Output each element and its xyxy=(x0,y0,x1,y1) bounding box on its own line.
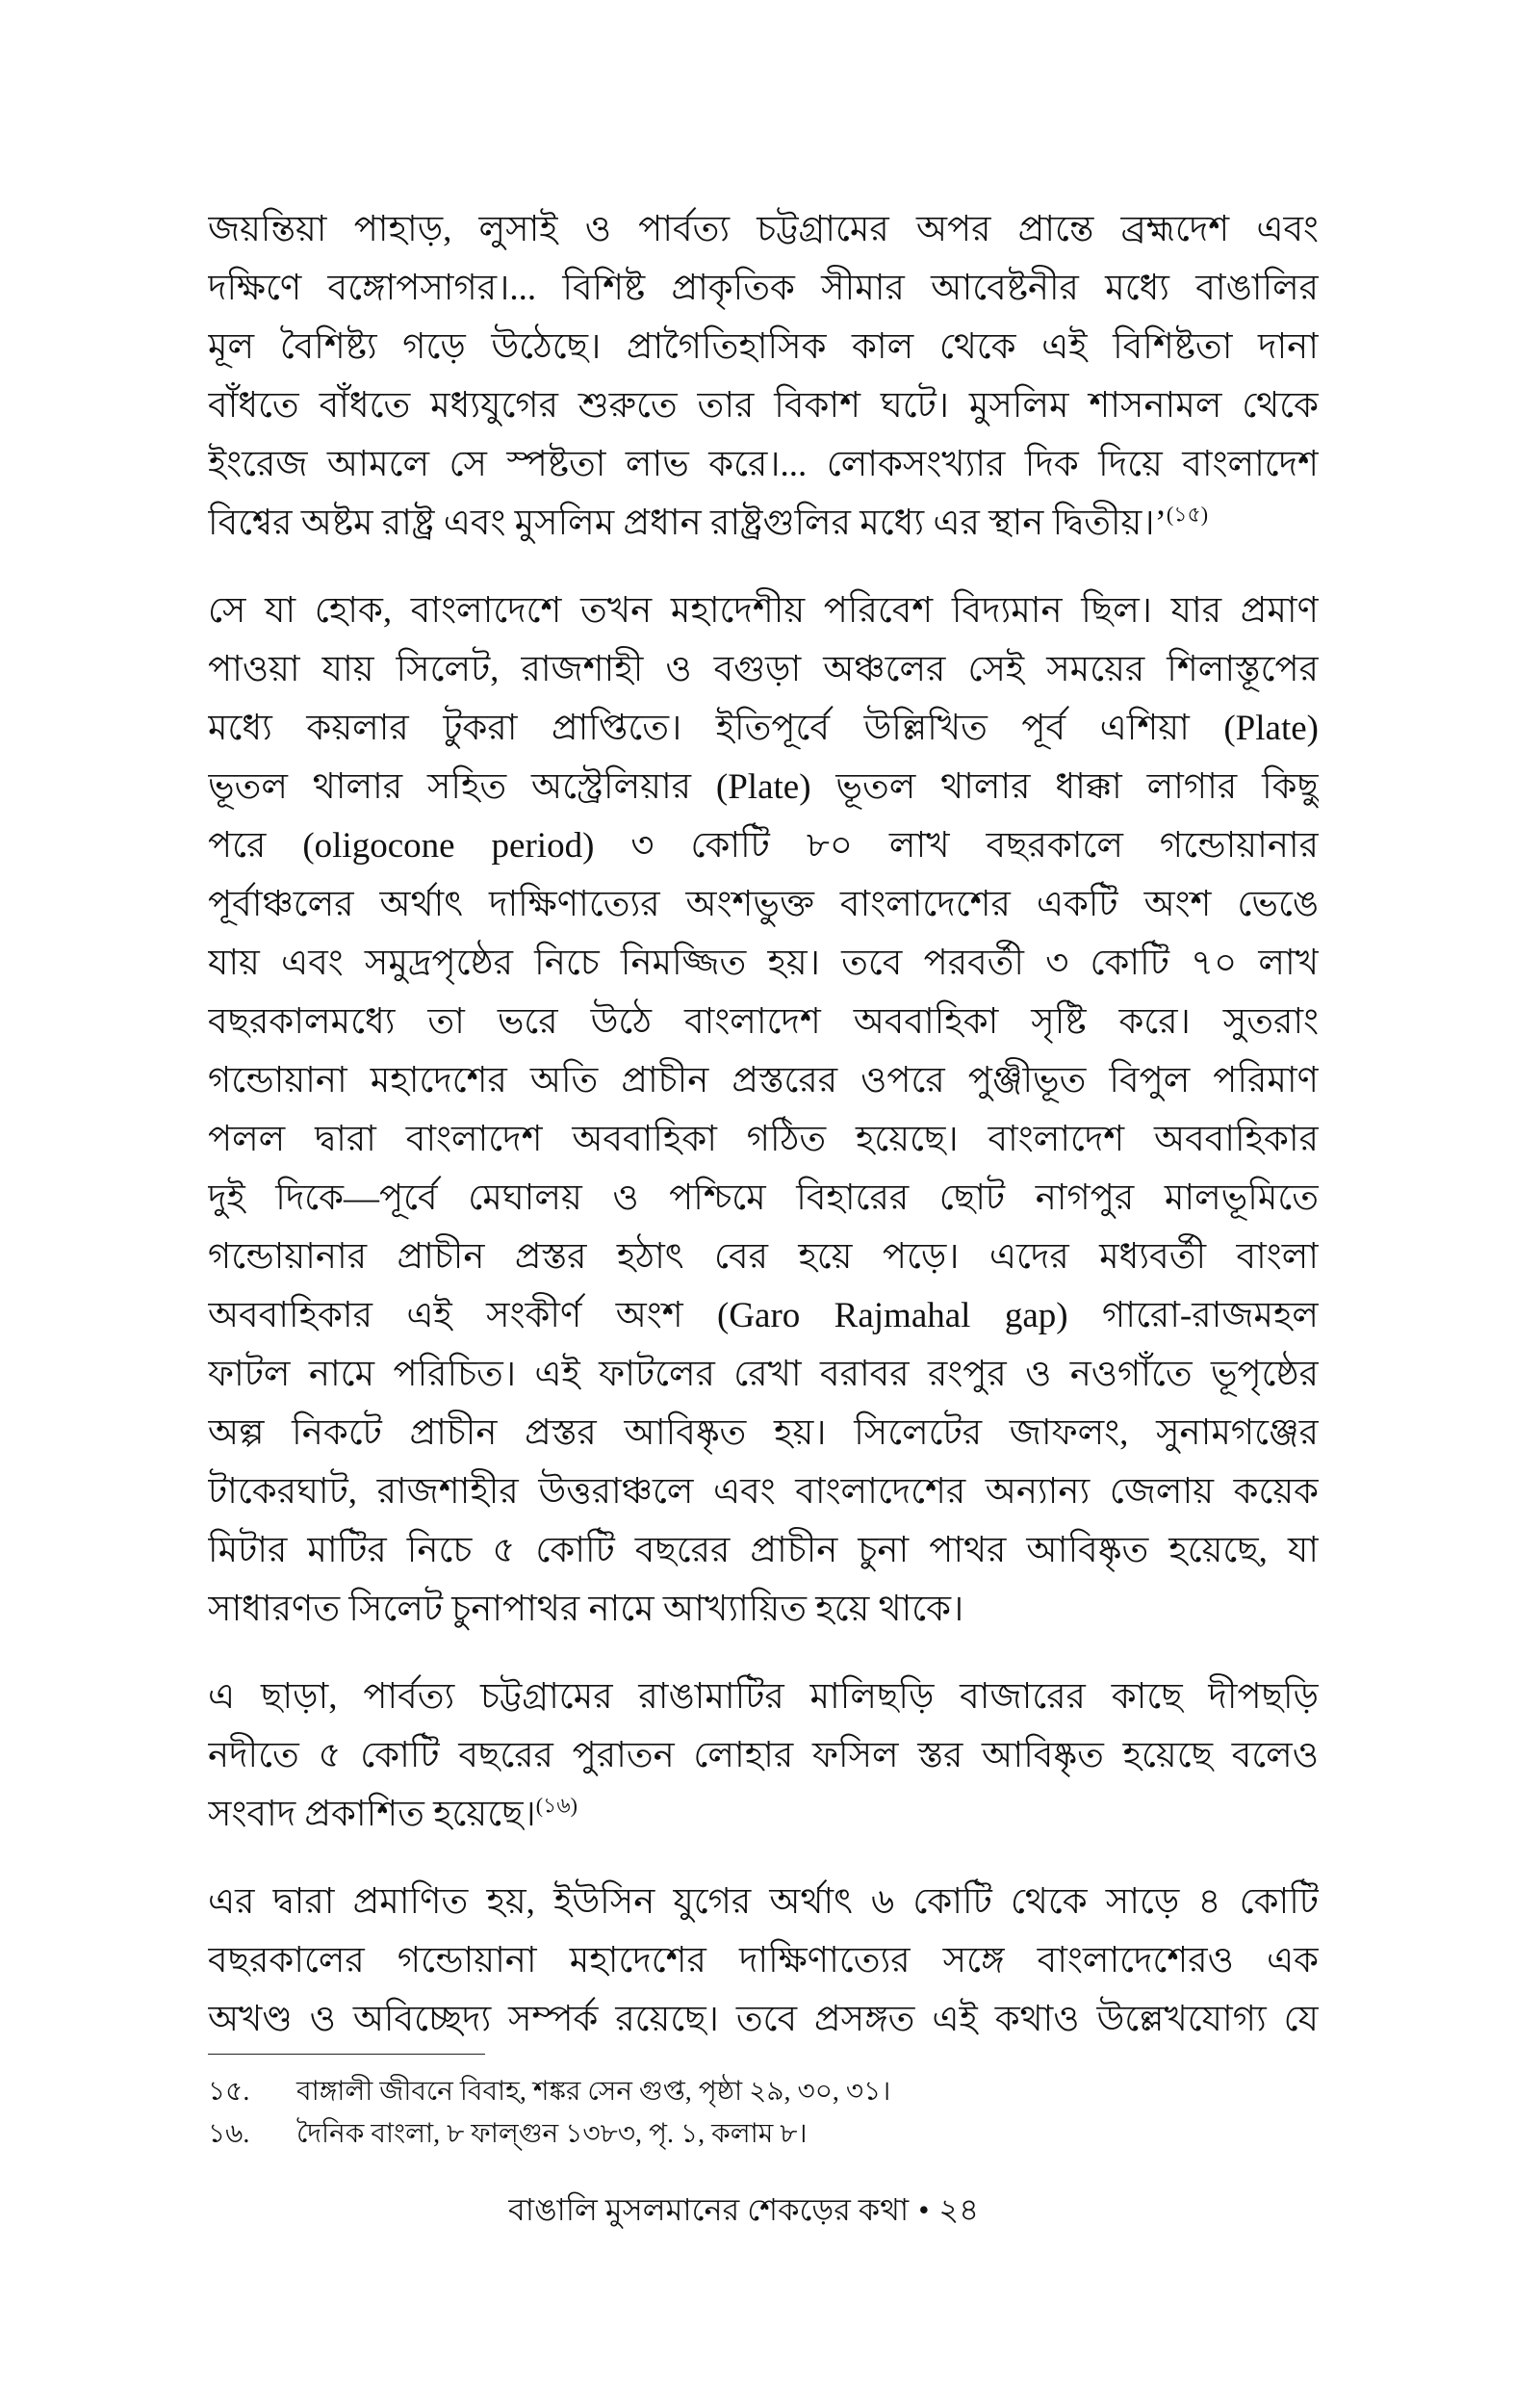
footnote-number: ১৫. xyxy=(208,2077,250,2107)
footnote-ref: (১৬) xyxy=(535,1793,578,1818)
footer-separator: • xyxy=(918,2192,930,2227)
footnote-divider xyxy=(208,2054,485,2055)
text-line: মূল বৈশিষ্ট্য গড়ে উঠেছে। প্রাগৈতিহাসিক কাল থেকে এই বিশিষ্টতা দানা xyxy=(208,327,1319,367)
text-line: ভূতল থালার সহিত অস্ট্রেলিয়ার (Plate) ভূতল থালার ধাক্কা লাগার কিছু xyxy=(208,767,1319,807)
text-line: সাধারণত সিলেট চুনাপাথর নামে আখ্যায়িত হয়ে থাকে। xyxy=(208,1590,964,1629)
text-line: দক্ষিণে বঙ্গোপসাগর।... বিশিষ্ট প্রাকৃতিক সীমার আবেষ্টনীর মধ্যে বাঙালির xyxy=(208,269,1319,308)
text-line: পলল দ্বারা বাংলাদেশ অববাহিকা গঠিত হয়েছে। বাংলাদেশ অববাহিকার xyxy=(208,1120,1319,1159)
text-line xyxy=(208,1785,1319,1844)
text-line: পরে (oligocone period) ৩ কোটি ৮০ লাখ বছরকালে গন্ডোয়ানার xyxy=(208,826,1319,866)
footnote-text: বাঙ্গালী জীবনে বিবাহ, শঙ্কর সেন গুপ্ত, পৃষ্ঠা ২৯, ৩০, ৩১। xyxy=(296,2077,891,2107)
text-line: বাঁধতে বাঁধতে মধ্যযুগের শুরুতে তার বিকাশ ঘটে। মুসলিম শাসনামল থেকে xyxy=(208,386,1319,426)
text-line-content: সংবাদ প্রকাশিত হয়েছে। xyxy=(208,1795,536,1834)
text-line: টাকেরঘাট, রাজশাহীর উত্তরাঞ্চলে এবং বাংলাদেশের অন্যান্য জেলায় কয়েক xyxy=(208,1472,1319,1512)
text-line-content: বিশ্বের অষ্টম রাষ্ট্র এবং মুসলিম প্রধান রাষ্ট্রগুলির মধ্যে এর স্থান দ্বিতীয়।’ xyxy=(208,504,1167,543)
paragraph xyxy=(208,1873,1319,2049)
text-line: মিটার মাটির নিচে ৫ কোটি বছরের প্রাচীন চুনা পাথর আবিষ্কৃত হয়েছে, যা xyxy=(208,1531,1319,1570)
text-line xyxy=(208,494,1319,553)
text-line: মধ্যে কয়লার টুকরা প্রাপ্তিতে। ইতিপূর্বে উল্লিখিত পূর্ব এশিয়া (Plate) xyxy=(208,709,1319,748)
text-line: অল্প নিকটে প্রাচীন প্রস্তর আবিষ্কৃত হয়। সিলেটের জাফলং, সুনামগঞ্জের xyxy=(208,1413,1319,1453)
text-line: অববাহিকার এই সংকীর্ণ অংশ (Garo Rajmahal gap) গারো-রাজমহল xyxy=(208,1296,1319,1335)
text-line: দুই দিকে—পূর্বে মেঘালয় ও পশ্চিমে বিহারের ছোট নাগপুর মালভূমিতে xyxy=(208,1178,1319,1218)
running-footer xyxy=(508,2187,1278,2232)
text-line: ফাটল নামে পরিচিত। এই ফাটলের রেখা বরাবর রংপুর ও নওগাঁতে ভূপৃষ্ঠের xyxy=(208,1355,1319,1394)
paragraph xyxy=(208,1668,1319,1844)
text-line: পাওয়া যায় সিলেট, রাজশাহী ও বগুড়া অঞ্চলের সেই সময়ের শিলাস্তূপের xyxy=(208,650,1319,689)
text-line: বছরকালের গন্ডোয়ানা মহাদেশের দাক্ষিণাত্যের সঙ্গে বাংলাদেশেরও এক xyxy=(208,1941,1319,1980)
text-line: অখণ্ড ও অবিচ্ছেদ্য সম্পর্ক রয়েছে। তবে প্রসঙ্গত এই কথাও উল্লেখযোগ্য যে xyxy=(208,2000,1319,2039)
text-line: সে যা হোক, বাংলাদেশে তখন মহাদেশীয় পরিবেশ বিদ্যমান ছিল। যার প্রমাণ xyxy=(208,591,1319,631)
text-line: এর দ্বারা প্রমাণিত হয়, ইউসিন যুগের অর্থাৎ ৬ কোটি থেকে সাড়ে ৪ কোটি xyxy=(208,1882,1319,1922)
text-line: এ ছাড়া, পার্বত্য চট্টগ্রামের রাঙামাটির মালিছড়ি বাজারের কাছে দীপছড়ি xyxy=(208,1677,1319,1717)
footnote-ref: (১৫) xyxy=(1166,502,1209,527)
text-line: গন্ডোয়ানা মহাদেশের অতি প্রাচীন প্রস্তরের ওপরে পুঞ্জীভূত বিপুল পরিমাণ xyxy=(208,1061,1319,1100)
text-line: ইংরেজ আমলে সে স্পষ্টতা লাভ করে।... লোকসংখ্যার দিক দিয়ে বাংলাদেশ xyxy=(208,445,1319,484)
paragraph xyxy=(208,582,1319,1639)
footnote-number: ১৬. xyxy=(208,2119,250,2149)
footnotes xyxy=(208,2071,1319,2156)
body-text xyxy=(208,200,1319,2078)
footnote xyxy=(208,2113,1319,2156)
paragraph xyxy=(208,200,1319,553)
text-line: গন্ডোয়ানার প্রাচীন প্রস্তর হঠাৎ বের হয়ে পড়ে। এদের মধ্যবর্তী বাংলা xyxy=(208,1237,1319,1277)
page-number: ২৪ xyxy=(938,2192,979,2227)
footnote xyxy=(208,2071,1319,2113)
text-line: জয়ন্তিয়া পাহাড়, লুসাই ও পার্বত্য চট্টগ্রামের অপর প্রান্তে ব্রহ্মদেশ এবং xyxy=(208,210,1319,249)
footnote-text: দৈনিক বাংলা, ৮ ফাল্গুন ১৩৮৩, পৃ. ১, কলাম ৮। xyxy=(296,2119,808,2149)
text-line: পূর্বাঞ্চলের অর্থাৎ দাক্ষিণাত্যের অংশভুক্ত বাংলাদেশের একটি অংশ ভেঙে xyxy=(208,885,1319,924)
text-line: নদীতে ৫ কোটি বছরের পুরাতন লোহার ফসিল স্তর আবিষ্কৃত হয়েছে বলেও xyxy=(208,1736,1319,1775)
text-line: বছরকালমধ্যে তা ভরে উঠে বাংলাদেশ অববাহিকা সৃষ্টি করে। সুতরাং xyxy=(208,1002,1319,1042)
book-title: বাঙালি মুসলমানের শেকড়ের কথা xyxy=(508,2192,910,2227)
text-line: যায় এবং সমুদ্রপৃষ্ঠের নিচে নিমজ্জিত হয়। তবে পরবর্তী ৩ কোটি ৭০ লাখ xyxy=(208,944,1319,983)
